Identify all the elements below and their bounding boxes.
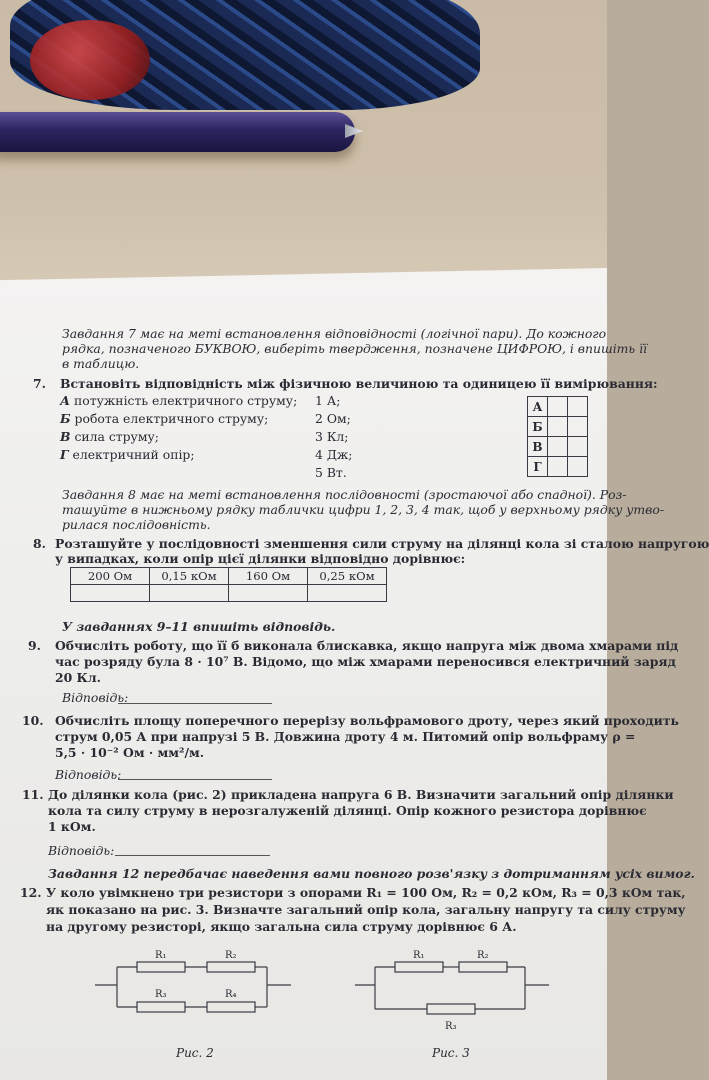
- seq-answer-cell[interactable]: [150, 585, 229, 602]
- answer-row-label: А: [528, 397, 548, 417]
- fig3-label-r3: R₃: [445, 1021, 457, 1032]
- q7-left-a: А потужність електричного струму;: [60, 393, 298, 408]
- q9-line-1: Обчисліть роботу, що її б виконала блискавка, якщо напруга між двома хмарами під: [55, 638, 679, 653]
- seq-header-cell: 160 Ом: [229, 568, 308, 585]
- q11-line-2: кола та силу струму в нерозгалуженій ділянці. Опір кожного резистора дорівнює: [48, 803, 647, 818]
- q9-number: 9.: [28, 638, 41, 653]
- answer-cell[interactable]: [548, 457, 568, 477]
- fig2-label-r1: R₁: [155, 950, 167, 961]
- q10-line-1: Обчисліть площу поперечного перерізу вольфрамового дроту, через який проходить: [55, 713, 679, 728]
- task8-intro-line-3: рилася послідовність.: [62, 517, 211, 532]
- fig3-label-r1: R₁: [413, 950, 425, 961]
- answer-cell[interactable]: [548, 397, 568, 417]
- seq-header-cell: 0,25 кОм: [308, 568, 387, 585]
- q11-answer-line[interactable]: [115, 855, 270, 856]
- q7-right-2: 2 Ом;: [315, 411, 351, 426]
- answer-row-label: Г: [528, 457, 548, 477]
- task12-intro: Завдання 12 передбачає наведення вами повного розв'язку з дотриманням усіх вимог.: [48, 866, 695, 881]
- figure-3-circuit: [355, 945, 555, 1035]
- pen: [0, 112, 355, 152]
- q10-answer-label: Відповідь:: [55, 767, 122, 782]
- q10-line-3: 5,5 · 10⁻² Ом · мм²/м.: [55, 745, 205, 760]
- q11-answer-label: Відповідь:: [48, 843, 115, 858]
- q8-line-1: Розташуйте у послідовності зменшення сили струму на ділянці кола зі сталою напругою: [55, 536, 709, 551]
- q9-answer-label: Відповідь:: [62, 690, 129, 705]
- answer-cell[interactable]: [548, 437, 568, 457]
- q11-number: 11.: [22, 787, 44, 802]
- q7-text: Встановіть відповідність між фізичною величиною та одиницею її вимірювання:: [60, 376, 658, 391]
- q7-number: 7.: [33, 376, 46, 391]
- fig2-label-r3: R₃: [155, 989, 167, 1000]
- q7-right-5: 5 Вт.: [315, 465, 347, 480]
- figure-2-caption: Рис. 2: [176, 1046, 214, 1060]
- task8-intro-line-1: Завдання 8 має на меті встановлення послідовності (зростаючої або спадної). Роз-: [62, 487, 627, 502]
- answer-cell[interactable]: [548, 417, 568, 437]
- q11-line-1: До ділянки кола (рис. 2) прикладена напруга 6 В. Визначити загальний опір ділянки: [48, 787, 674, 802]
- figure-2-circuit: [95, 945, 295, 1025]
- q10-number: 10.: [22, 713, 44, 728]
- q12-line-3: на другому резисторі, якщо загальна сила струму дорівнює 6 А.: [46, 919, 517, 934]
- q7-left-c: В сила струму;: [60, 429, 159, 444]
- q7-right-4: 4 Дж;: [315, 447, 353, 462]
- answer-row-label: В: [528, 437, 548, 457]
- fig2-label-r2: R₂: [225, 950, 237, 961]
- task7-intro-line-3: в таблицю.: [62, 356, 140, 371]
- task8-intro-line-2: ташуйте в нижньому рядку таблички цифри 1, 2, 3, 4 так, щоб у верхньому рядку утво-: [62, 502, 665, 517]
- answer-cell[interactable]: [568, 437, 588, 457]
- seq-answer-cell[interactable]: [71, 585, 150, 602]
- q7-left-d: Г електричний опір;: [60, 447, 195, 462]
- q9-line-3: 20 Кл.: [55, 670, 101, 685]
- fig2-label-r4: R₄: [225, 989, 237, 1000]
- figure-3-caption: Рис. 3: [432, 1046, 470, 1060]
- answer-cell[interactable]: [568, 397, 588, 417]
- q12-number: 12.: [20, 885, 42, 900]
- q10-line-2: струм 0,05 А при напрузі 5 В. Довжина дроту 4 м. Питомий опір вольфраму ρ =: [55, 729, 636, 744]
- answer-row-label: Б: [528, 417, 548, 437]
- task7-intro-line-2: рядка, позначеного БУКВОЮ, виберіть твердження, позначене ЦИФРОЮ, і впишіть її: [62, 341, 648, 356]
- q8-number: 8.: [33, 536, 46, 551]
- seq-answer-cell[interactable]: [308, 585, 387, 602]
- q12-line-1: У коло увімкнено три резистори з опорами R₁ = 100 Ом, R₂ = 0,2 кОм, R₃ = 0,3 кОм так,: [46, 885, 686, 900]
- seq-header-cell: 200 Ом: [71, 568, 150, 585]
- glove-red-patch: [30, 20, 150, 100]
- task7-intro-line-1: Завдання 7 має на меті встановлення відповідності (логічної пари). До кожного: [62, 326, 607, 341]
- q9-answer-line[interactable]: [118, 703, 272, 704]
- q8-line-2: у випадках, коли опір цієї ділянки відповідно дорівнює:: [55, 551, 466, 566]
- task9-11-intro: У завданнях 9–11 впишіть відповідь.: [62, 619, 336, 634]
- q7-right-1: 1 А;: [315, 393, 341, 408]
- q7-answer-table: [527, 396, 588, 477]
- q10-answer-line[interactable]: [118, 779, 272, 780]
- answer-cell[interactable]: [568, 457, 588, 477]
- seq-header-cell: 0,15 кОм: [150, 568, 229, 585]
- q9-line-2: час розряду була 8 · 10⁷ В. Відомо, що між хмарами переносився електричний заряд: [55, 654, 676, 669]
- seq-answer-cell[interactable]: [229, 585, 308, 602]
- q11-line-3: 1 кОм.: [48, 819, 96, 834]
- q7-right-3: 3 Кл;: [315, 429, 349, 444]
- q7-left-b: Б робота електричного струму;: [60, 411, 269, 426]
- q8-sequence-table: [70, 567, 387, 602]
- fig3-label-r2: R₂: [477, 950, 489, 961]
- q12-line-2: як показано на рис. 3. Визначте загальний опір кола, загальну напругу та силу струму: [46, 902, 686, 917]
- answer-cell[interactable]: [568, 417, 588, 437]
